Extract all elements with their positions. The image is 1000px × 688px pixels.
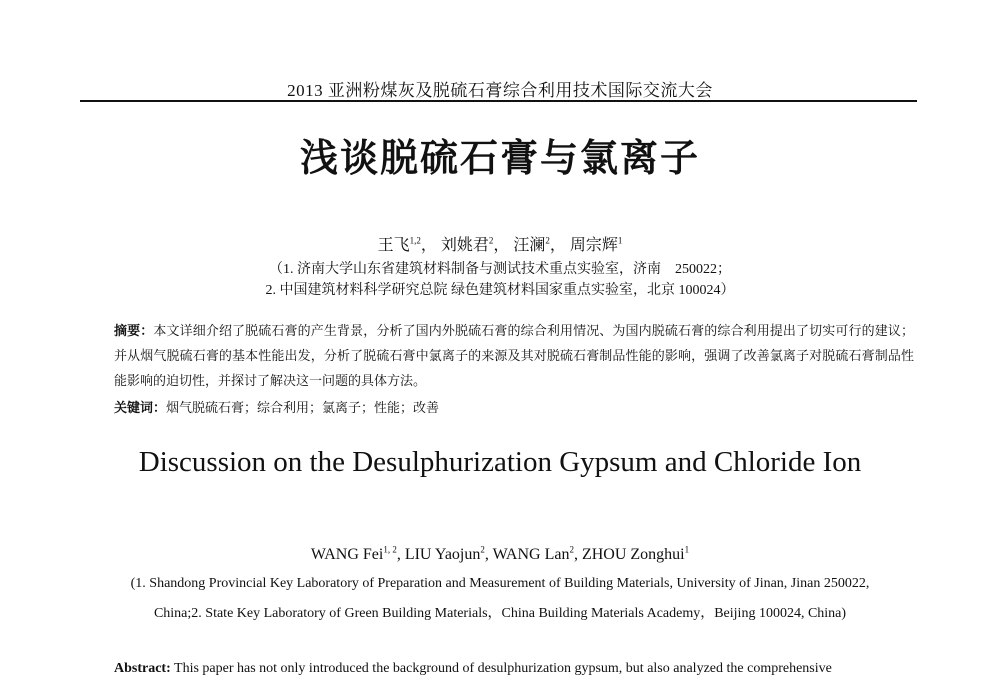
english-title: Discussion on the Desulphurization Gypsum and Chloride Ion [138,446,862,478]
cn-author-2-sup: 2 [488,235,494,246]
chinese-abstract-label: 摘要： [114,323,154,338]
cn-author-sep: ， [493,237,510,254]
chinese-affiliation-line-2: 2. 中国建筑材料科学研究总院 绿色建筑材料国家重点实验室，北京 100024） [265,283,735,298]
chinese-keywords-text: 烟气脱硫石膏；综合利用；氯离子；性能；改善 [166,400,440,415]
english-abstract-text: This paper has not only introduced the background of desulphurization gypsum, but also analyzed the comprehensive [174,661,832,676]
cn-author-3: 汪澜 [513,237,546,254]
en-author-4: ZHOU Zonghui [581,546,685,563]
chinese-affiliation-line-1: （1. 济南大学山东省建筑材料制备与测试技术重点实验室，济南 250022； [269,262,731,277]
english-affiliation-line-2: China;2. State Key Laboratory of Green Building Materials，China Building Materials Academy，Beijing 100024, China) [153,606,847,621]
cn-author-4: 周宗辉 [569,237,618,254]
chinese-keywords-label: 关键词： [114,400,167,415]
en-author-2: LIU Yaojun [404,546,481,563]
en-author-sep: , [484,546,493,563]
cn-author-4-sup: 1 [617,235,623,246]
en-author-1: WANG Fei [310,546,384,563]
chinese-authors [0,232,1000,255]
english-authors [0,546,1000,564]
header-rule [80,100,917,102]
chinese-title: 浅谈脱硫石膏与氯离子 [299,136,700,180]
en-author-2-sup: 2 [480,544,485,555]
english-abstract-label: Abstract: [114,661,171,676]
cn-author-sep: ， [420,237,437,254]
en-author-1-sup: 1, 2 [383,544,397,555]
cn-author-3-sup: 2 [545,235,550,246]
en-author-sep: , [396,546,405,563]
english-abstract [114,655,914,683]
cn-author-1-sup: 1,2 [409,235,421,246]
en-author-3-sup: 2 [569,544,574,555]
conference-header: 2013 亚洲粉煤灰及脱硫石膏综合利用技术国际交流大会 [287,81,713,100]
en-author-sep: , [573,546,582,563]
en-author-4-sup: 1 [684,544,690,555]
en-author-3: WANG Lan [492,546,570,563]
cn-author-sep: ， [549,237,566,254]
cn-author-1: 王飞 [377,237,410,254]
chinese-keywords [114,397,914,416]
chinese-abstract-text: 本文详细介绍了脱硫石膏的产生背景，分析了国内外脱硫石膏的综合利用情况、为国内脱硫石膏的综合利用提出了切实可行的建议；并从烟气脱硫石膏的基本性能出发，分析了脱硫石膏中氯离子的来源及其对脱硫石膏制品性能的影响，强调了改善氯离子对脱硫石膏制品性能影响的迫切性，并探讨了解决这一问题的具体方法。 [114,323,914,388]
chinese-abstract [114,318,914,393]
english-affiliation-line-1: (1. Shandong Provincial Key Laboratory of Preparation and Measurement of Building Materials, University of Jinan, Jinan 250022, [130,576,870,591]
cn-author-2: 刘姚君 [440,237,489,254]
